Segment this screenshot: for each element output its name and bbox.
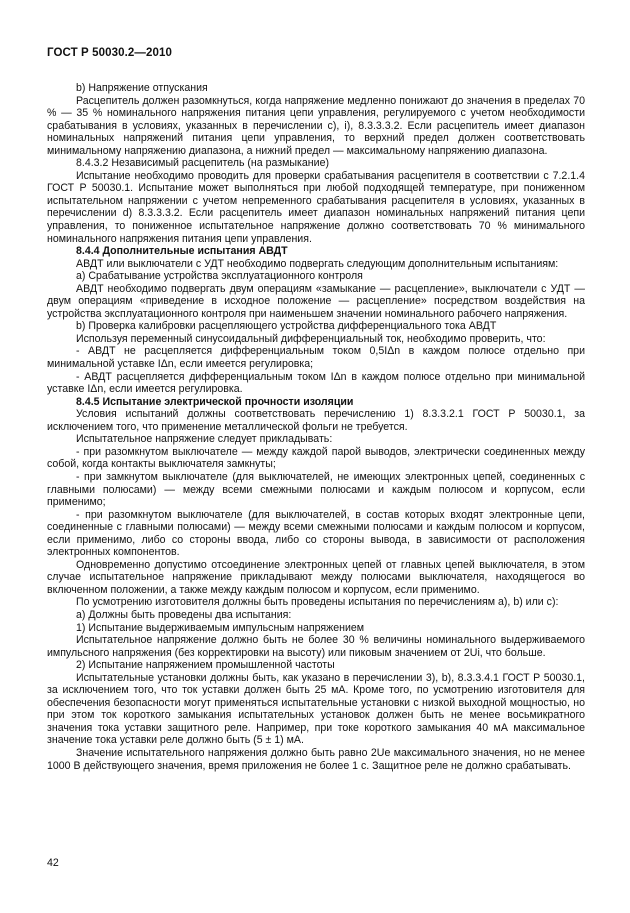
paragraph: Испытательное напряжение должно быть не более 30 % величины номинального выдерживаемого импульсного напряжения (без корректировки на высоту) или пиковым значением от 2Ui, что больше. — [47, 634, 585, 659]
section-heading: 8.4.4 Дополнительные испытания АВДТ — [76, 245, 288, 258]
paragraph: 8.4.3.2 Независимый расцепитель (на размыкание) — [76, 157, 329, 170]
paragraph: АВДТ или выключатели с УДТ необходимо подвергать следующим дополнительным испытаниям: — [76, 257, 559, 270]
paragraph: Испытательные установки должны быть, как указано в перечислении 3), b), 8.3.3.4.1 ГОСТ Р 50030.1, за исключением того, что ток уставки должен быть 25 мА. Кроме того, по усмотрению изготовителя для обеспечения безопасности могут применяться испытательные установки с низкой выходной мощностью, но при этом ток короткого замыкания испытательных установок должен быть не менее восьмикратного значения тока уставки защитного реле. Например, при токе короткого замыкания 40 мА максимальное значение тока уставки реле должно быть (5 ± 1) мА. — [47, 671, 585, 747]
page-number: 42 — [47, 857, 59, 869]
document-header: ГОСТ Р 50030.2—2010 — [47, 47, 172, 59]
paragraph: b) Напряжение отпускания — [76, 82, 208, 94]
paragraph: По усмотрению изготовителя должны быть проведены испытания по перечислениям а), b) или с): — [76, 596, 559, 609]
paragraph: Расцепитель должен разомкнуться, когда напряжение медленно понижают до значения в пределах 70 % — 35 % номинального напряжения питания цепи управления, регулируемого с учетом необходимости срабатывания в условиях, указанных в перечислении с), i), 8.3.3.3.2. Если расцепитель имеет диапазон номинальных напряжений питания цепи управления, то верхний предел должен соответствовать минимальному напряжению диапазона, а нижний предел — максимальному напряжению диапазона. — [47, 94, 585, 157]
paragraph: b) Проверка калибровки расцепляющего устройства дифференциального тока АВДТ — [76, 320, 497, 333]
paragraph: Используя переменный синусоидальный дифференциальный ток, необходимо проверить, что: — [76, 332, 546, 345]
section-heading: 8.4.5 Испытание электрической прочности изоляции — [76, 395, 354, 408]
paragraph: а) Срабатывание устройства эксплуатационного контроля — [76, 270, 363, 283]
paragraph: Испытательное напряжение следует прикладывать: — [76, 433, 333, 446]
paragraph: 2) Испытание напряжением промышленной частоты — [76, 659, 335, 672]
paragraph: а) Должны быть проведены два испытания: — [76, 608, 292, 621]
paragraph: Испытание необходимо проводить для проверки срабатывания расцепителя в соответствии с 7.2.1.4 ГОСТ Р 50030.1. Испытание может выполняться при любой подходящей температуре, при пониженном испытательном напряжении с учетом непременного срабатывания расцепителя в условиях, указанных в перечислении d) 8.3.3.3.2. Если расцепитель имеет диапазон номинальных напряжений питания цепи управления, то пониженное испытательное напряжение должно соответствовать 70 % минимального номинального напряжения питания цепи управления. — [47, 169, 585, 245]
paragraph: - при разомкнутом выключателе (для выключателей, в состав которых входят электронные цепи, соединенные с главными полюсами) — между всеми смежными полюсами и каждым полюсом и корпусом, если применимо, либо со стороны ввода, либо со стороны вывода, в зависимости от расположения электронных компонентов. — [47, 508, 585, 559]
document-body — [47, 82, 585, 772]
paragraph: Одновременно допустимо отсоединение электронных цепей от главных цепей выключателя, в этом случае испытательное напряжение прикладывают между полюсами выключателя, находящегося во включенном положении, а также между каждым полюсом и корпусом, если применимо. — [47, 558, 585, 596]
paragraph: 1) Испытание выдерживаемым импульсным напряжением — [76, 621, 365, 634]
paragraph: - при разомкнутом выключателе — между каждой парой выводов, электрически соединенных между собой, когда контакты выключателя замкнуты; — [47, 445, 585, 471]
paragraph: АВДТ необходимо подвергать двум операциям «замыкание — расцепление», выключатели с УДТ — двум операциям «приведение в исходное положение — расцепление» посредством воздействия на устройства эксплуатационного контроля при наименьшем значении номинального рабочего напряжения. — [47, 282, 585, 320]
paragraph: - АВДТ расцепляется дифференциальным током IΔn в каждом полюсе отдельно при минимальной уставке IΔn, если имеется регулировка. — [47, 370, 585, 396]
paragraph: Значение испытательного напряжения должно быть равно 2Ue максимального значения, но не менее 1000 В действующего значения, время приложения не более 1 с. Защитное реле не должно срабатывать. — [47, 746, 585, 772]
paragraph: - АВДТ не расцепляется дифференциальным током 0,5IΔn в каждом полюсе отдельно при минимальной уставке IΔn, если имеется регулировка; — [47, 345, 585, 371]
paragraph: Условия испытаний должны соответствовать перечислению 1) 8.3.3.2.1 ГОСТ Р 50030.1, за исключением того, что применение металлической фольги не требуется. — [47, 408, 585, 433]
paragraph: - при замкнутом выключателе (для выключателей, не имеющих электронных цепей, соединенных с главными полюсами) — между всеми смежными полюсами и каждым полюсом и корпусом, если применимо; — [47, 470, 585, 509]
